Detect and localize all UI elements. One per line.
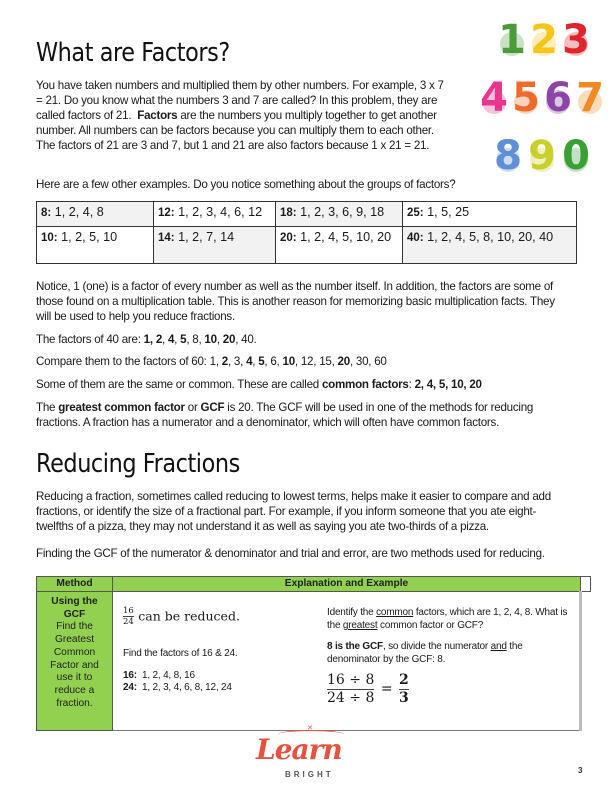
intro-line: called factors of 21.	[36, 109, 132, 122]
factors-of-60: Compare them to the factors of 60: 1, 2, 3, 4, 5, 6, 10, 12, 15, 20, 30, 60	[36, 355, 387, 368]
factors-of-40: The factors of 40 are: 1, 2, 4, 5, 8, 10, 20, 40.	[36, 333, 257, 346]
header-method: Method	[37, 577, 113, 592]
method-cell	[37, 592, 113, 731]
graphic-digit: 6	[544, 75, 572, 121]
table-header-row	[37, 577, 591, 592]
intro-line: = 21. Do you know what the numbers 3 and 7 are called? In this problem, they are	[36, 94, 438, 107]
graphic-digit: 4	[480, 75, 508, 121]
factor-text: , 40.	[235, 333, 257, 346]
highlighted-factor: 5	[180, 333, 187, 346]
graphic-digit: 3	[562, 17, 590, 63]
examples-prompt: Here are a few other examples. Do you notice something about the groups of factors?	[36, 178, 456, 191]
intro-line: are the numbers you multiply together to get another	[177, 109, 437, 122]
factor-text: , 8,	[186, 333, 205, 346]
table-cell: 12: 1, 2, 3, 4, 6, 12	[154, 202, 276, 227]
intro-line: The factors of 21 are 3 and 7, but 1 and 21 are also factors because 1 x 21 = 21.	[36, 139, 430, 152]
page-number: 3	[578, 766, 583, 775]
table-cell: 18: 1, 2, 3, 6, 9, 18	[276, 202, 403, 227]
fraction-statement: $\frac{16}{24}$ can be reduced.	[123, 606, 240, 627]
table-cell	[581, 577, 591, 592]
term-factors: Factors	[137, 109, 178, 122]
graphic-digit: 0	[562, 133, 590, 179]
highlighted-factor: 10	[204, 333, 217, 346]
example-right-column	[313, 592, 579, 730]
find-factors-text: Find the factors of 16 & 24.	[123, 648, 238, 659]
method-title: Using the GCF	[51, 596, 98, 620]
factor-text: ,	[252, 355, 259, 368]
section-title-factors: What are Factors?	[36, 38, 230, 68]
highlighted-factor: 20	[222, 333, 236, 346]
colorful-numbers-graphic	[478, 18, 608, 192]
graphic-digit: 7	[576, 75, 604, 121]
highlighted-factor: 20	[337, 355, 350, 368]
table-cell: 40: 1, 2, 4, 5, 8, 10, 20, 40	[403, 227, 577, 264]
identify-text: Identify the common factors, which are 1, 2, 4, 8. What is the greatest common factor or GCF?	[327, 607, 568, 631]
highlighted-factor: 1,	[143, 333, 156, 346]
example-left-column	[113, 592, 313, 730]
table-cell: 8: 1, 2, 4, 8	[37, 202, 154, 227]
method-table	[36, 576, 591, 731]
common-factors-line: Some of them are the same or common. These are called common factors: 2, 4, 5, 10, 20	[36, 378, 482, 391]
graphic-digit: 8	[494, 133, 522, 179]
highlighted-factor: 4	[167, 333, 175, 346]
factor-lists: 16: 1, 2, 4, 8, 16 24: 1, 2, 3, 4, 6, 8, 12, 24	[123, 670, 232, 693]
table-row	[37, 227, 577, 264]
intro-line: number. All numbers can be factors because you can multiply them to each other.	[36, 124, 434, 137]
section-title-reducing-fractions: Reducing Fractions	[36, 449, 240, 479]
factor-text: , 30, 60	[349, 355, 387, 368]
learn-bright-logo	[252, 725, 360, 782]
methods-line: Finding the GCF of the numerator & denominator and trial and error, are two methods used for reducing.	[36, 547, 545, 560]
graphic-digit: 5	[512, 75, 540, 121]
highlighted-factor: 5	[258, 355, 265, 368]
factor-examples-table	[36, 201, 577, 264]
notice-paragraph: Notice, 1 (one) is a factor of every number as well as the number itself. In addition, the factors are some of those found on a multiplication table. This is another reason for memorizing basic multiplication facts. They will be used to help you reduce fractions.	[36, 280, 555, 323]
table-cell: 25: 1, 5, 25	[403, 202, 577, 227]
factor-text: ,	[174, 333, 181, 346]
highlighted-factor: 10	[282, 355, 295, 368]
reduction-equation: $\frac{16 \div 8}{24 \div 8}$ = $\frac{2}{3}$	[327, 672, 409, 706]
table-cell	[581, 592, 591, 731]
logo-star-icon: ✕	[307, 725, 313, 732]
method-description: Find the Greatest Common Factor and use it to reduce a fraction.	[50, 621, 99, 709]
factor-text: , 6,	[264, 355, 283, 368]
gcf-paragraph: The greatest common factor or GCF is 20. The GCF will be used in one of the methods for reducing fractions. A fraction has a numerator and a denominator, which will often have common factors.	[36, 401, 534, 429]
table-cell: 10: 1, 2, 5, 10	[37, 227, 154, 264]
reducing-paragraph: Reducing a fraction, sometimes called reducing to lowest terms, helps make it easier to compare and add fractions, or identify the size of a fractional part. For example, if you inform someone that you ate eight- twelfths of a pizza, they may not understand it as well as saying you ate two-thirds of a pizza.	[36, 490, 551, 533]
logo-subtitle: BRIGHT	[285, 770, 334, 779]
table-row	[37, 592, 591, 731]
highlighted-factor: 4	[246, 355, 253, 368]
gcf-statement: 8 is the GCF, so divide the numerator and the denominator by the GCF: 8.	[327, 641, 523, 665]
table-row	[37, 202, 577, 227]
factor-text: , 12, 15,	[294, 355, 338, 368]
graphic-digit: 1	[498, 17, 526, 63]
table-cell: 20: 1, 2, 4, 5, 10, 20	[276, 227, 403, 264]
highlighted-factor: 2	[155, 333, 163, 346]
factor-text: ,	[216, 333, 223, 346]
factor-text: ,	[162, 333, 168, 346]
graphic-digit: 9	[528, 133, 556, 179]
header-explanation: Explanation and Example	[113, 577, 581, 592]
highlighted-factor: 2	[221, 355, 228, 368]
table-cell: 14: 1, 2, 7, 14	[154, 227, 276, 264]
explanation-cell	[113, 592, 581, 731]
intro-paragraph	[36, 78, 444, 153]
factor-text: , 3,	[227, 355, 247, 368]
logo-script: Learn	[256, 733, 342, 766]
intro-line: You have taken numbers and multiplied them by other numbers. For example, 3 x 7	[36, 79, 444, 92]
graphic-digit: 2	[530, 17, 558, 63]
